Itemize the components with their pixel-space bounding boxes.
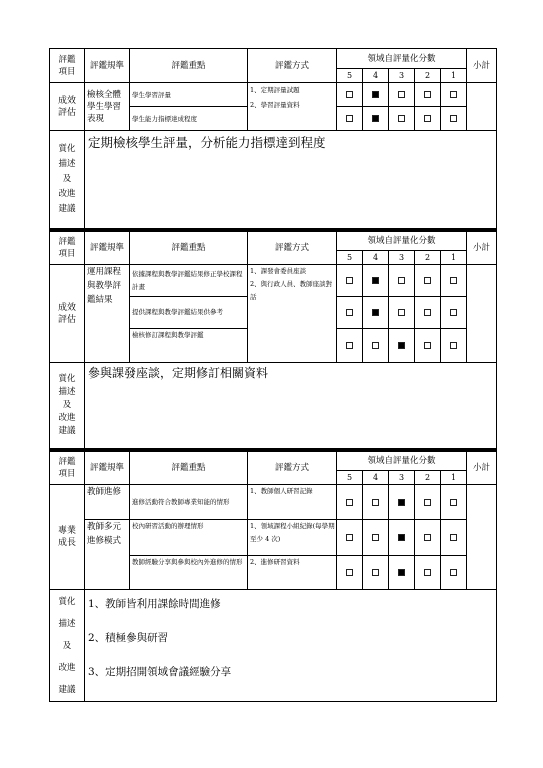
description-line-3: 3、定期招開領域會議經驗分享 <box>88 666 232 678</box>
checkbox-s1r2-3[interactable] <box>389 107 415 131</box>
header-score-title: 領域自評量化分數 <box>337 451 467 471</box>
checkbox-s3r3-1[interactable] <box>441 556 467 590</box>
checkbox-icon <box>398 309 405 316</box>
section-1-rule: 檢核全體 學生學習 表現 <box>85 83 130 131</box>
checkbox-icon <box>346 115 353 122</box>
section-3-method-2: 1、領域課程小組紀錄(每學期至少 4 次) <box>248 520 337 556</box>
score-2: 2 <box>415 69 441 83</box>
checkbox-icon <box>346 309 353 316</box>
score-1: 1 <box>441 69 467 83</box>
checkbox-icon <box>450 309 457 316</box>
checkbox-s3r3-5[interactable] <box>337 556 363 590</box>
checkbox-icon <box>372 342 379 349</box>
section-3-item: 專業 成長 <box>50 485 85 590</box>
header-rule: 評鑑規準 <box>85 231 130 265</box>
section-3-description <box>85 590 497 702</box>
checkbox-icon <box>398 91 405 98</box>
section-3-method-3: 2、進修研習資料 <box>248 556 337 590</box>
checkbox-s2r1-2[interactable] <box>415 265 441 297</box>
checkbox-s3r1-3[interactable] <box>389 485 415 520</box>
section-2-focus-3: 檢核修訂課程與教學評鑑 <box>130 329 248 363</box>
header-item: 評鑑 項目 <box>50 231 85 265</box>
section-1-item: 成效 評估 <box>50 83 85 131</box>
score-3: 3 <box>389 251 415 265</box>
checkbox-icon <box>346 499 353 506</box>
header-item: 評鑑 項目 <box>50 49 85 83</box>
checkbox-s2r3-5[interactable] <box>337 329 363 363</box>
checkbox-checked-icon <box>398 499 405 506</box>
header-item: 評鑑 項目 <box>50 451 85 485</box>
checkbox-s3r2-4[interactable] <box>363 520 389 556</box>
score-3: 3 <box>389 69 415 83</box>
checkbox-checked-icon <box>372 277 379 284</box>
section-3-focus-2: 校內研習活動的辦理情形 <box>130 520 248 556</box>
section-1-qual-label: 質化 描述 及 改進 建議 <box>50 131 85 229</box>
section-3-method-1: 1、教師個人研習記錄 <box>248 485 337 520</box>
checkbox-icon <box>346 277 353 284</box>
header-rule: 評鑑規準 <box>85 451 130 485</box>
checkbox-icon <box>424 277 431 284</box>
checkbox-s1r2-1[interactable] <box>441 107 467 131</box>
section-2-description: 參與課發座談，定期修訂相關資料 <box>85 363 497 449</box>
checkbox-checked-icon <box>398 569 405 576</box>
checkbox-s3r2-2[interactable] <box>415 520 441 556</box>
checkbox-checked-icon <box>372 115 379 122</box>
checkbox-s3r2-1[interactable] <box>441 520 467 556</box>
checkbox-s1r2-2[interactable] <box>415 107 441 131</box>
score-5: 5 <box>337 251 363 265</box>
section-1-focus-1: 學生學習評量 <box>130 83 248 107</box>
header-method: 評鑑方式 <box>248 49 337 83</box>
section-3-table <box>49 449 497 702</box>
score-1: 1 <box>441 471 467 485</box>
checkbox-icon <box>424 91 431 98</box>
checkbox-s1r1-4[interactable] <box>363 83 389 107</box>
checkbox-icon <box>450 115 457 122</box>
checkbox-icon <box>424 569 431 576</box>
header-score-title: 領域自評量化分數 <box>337 49 467 69</box>
checkbox-s1r2-5[interactable] <box>337 107 363 131</box>
header-focus: 評鑑重點 <box>130 451 248 485</box>
header-rule: 評鑑規準 <box>85 49 130 83</box>
checkbox-s2r1-3[interactable] <box>389 265 415 297</box>
section-1-description: 定期檢核學生評量，分析能力指標達到程度 <box>85 131 497 229</box>
header-score-title: 領域自評量化分數 <box>337 231 467 251</box>
checkbox-icon <box>450 534 457 541</box>
checkbox-checked-icon <box>398 342 405 349</box>
header-method: 評鑑方式 <box>248 231 337 265</box>
checkbox-icon <box>346 342 353 349</box>
checkbox-s3r1-4[interactable] <box>363 485 389 520</box>
checkbox-s1r1-2[interactable] <box>415 83 441 107</box>
checkbox-icon <box>398 115 405 122</box>
section-2-focus-1: 依據課程與教學評鑑結果修正學校課程計畫 <box>130 265 248 297</box>
checkbox-s1r1-1[interactable] <box>441 83 467 107</box>
description-line-1: 1、教師皆利用課餘時間進修 <box>88 598 221 610</box>
checkbox-s2r2-5[interactable] <box>337 297 363 329</box>
checkbox-checked-icon <box>372 309 379 316</box>
score-4: 4 <box>363 471 389 485</box>
section-2-subtotal <box>467 265 497 363</box>
checkbox-s2r2-4[interactable] <box>363 297 389 329</box>
section-3-subtotal <box>467 485 497 590</box>
section-3-rule-1: 教師進修 <box>85 485 130 520</box>
checkbox-icon <box>424 534 431 541</box>
checkbox-s2r3-1[interactable] <box>441 329 467 363</box>
checkbox-s3r3-3[interactable] <box>389 556 415 590</box>
checkbox-icon <box>450 499 457 506</box>
score-2: 2 <box>415 471 441 485</box>
header-focus: 評鑑重點 <box>130 231 248 265</box>
checkbox-s2r2-1[interactable] <box>441 297 467 329</box>
checkbox-icon <box>424 499 431 506</box>
checkbox-checked-icon <box>372 91 379 98</box>
checkbox-s2r3-4[interactable] <box>363 329 389 363</box>
checkbox-icon <box>346 91 353 98</box>
checkbox-icon <box>450 277 457 284</box>
checkbox-icon <box>450 342 457 349</box>
header-subtotal: 小計 <box>467 49 497 83</box>
section-2-method: 1、課發會委員座談 2、與行政人員、教師座談對話 <box>248 265 337 363</box>
checkbox-s3r1-2[interactable] <box>415 485 441 520</box>
checkbox-checked-icon <box>398 534 405 541</box>
checkbox-icon <box>398 277 405 284</box>
section-3-qual-label: 質化 描述 及 改進 建議 <box>50 590 85 702</box>
score-1: 1 <box>441 251 467 265</box>
description-line-2: 2、積極參與研習 <box>88 632 169 644</box>
checkbox-s2r3-3[interactable] <box>389 329 415 363</box>
header-subtotal: 小計 <box>467 231 497 265</box>
header-method: 評鑑方式 <box>248 451 337 485</box>
section-2-rule: 運用課程 與教學評 鑑結果 <box>85 265 130 363</box>
section-2-qual-label: 質化 描述 及 改進 建議 <box>50 363 85 449</box>
checkbox-icon <box>424 115 431 122</box>
checkbox-s3r2-5[interactable] <box>337 520 363 556</box>
score-2: 2 <box>415 251 441 265</box>
section-3-focus-3: 教師經驗分享與參與校內外進修的情形 <box>130 556 248 590</box>
section-2-item: 成效 評估 <box>50 265 85 363</box>
checkbox-s2r2-3[interactable] <box>389 297 415 329</box>
checkbox-icon <box>372 499 379 506</box>
checkbox-icon <box>424 309 431 316</box>
checkbox-s2r2-2[interactable] <box>415 297 441 329</box>
section-3-focus-1: 進修活動符合教師專業知能的情形 <box>130 485 248 520</box>
checkbox-s1r1-3[interactable] <box>389 83 415 107</box>
checkbox-s1r2-4[interactable] <box>363 107 389 131</box>
section-1-table <box>49 48 497 229</box>
checkbox-s2r1-5[interactable] <box>337 265 363 297</box>
header-focus: 評鑑重點 <box>130 49 248 83</box>
checkbox-s1r1-5[interactable] <box>337 83 363 107</box>
checkbox-icon <box>424 342 431 349</box>
section-1-focus-2: 學生能力指標達成程度 <box>130 107 248 131</box>
score-4: 4 <box>363 251 389 265</box>
score-4: 4 <box>363 69 389 83</box>
checkbox-icon <box>372 534 379 541</box>
checkbox-icon <box>372 569 379 576</box>
evaluation-form <box>49 48 496 702</box>
checkbox-s3r2-3[interactable] <box>389 520 415 556</box>
checkbox-s3r3-4[interactable] <box>363 556 389 590</box>
section-3-rule-2: 教師多元 進修模式 <box>85 520 130 590</box>
checkbox-icon <box>346 534 353 541</box>
checkbox-icon <box>450 91 457 98</box>
checkbox-s3r1-1[interactable] <box>441 485 467 520</box>
checkbox-s2r1-4[interactable] <box>363 265 389 297</box>
section-1-method: 1、定期評量試題 2、學習評量資料 <box>248 83 337 131</box>
section-2-focus-2: 提供課程與教學評鑑結果供參考 <box>130 297 248 329</box>
checkbox-icon <box>346 569 353 576</box>
checkbox-icon <box>450 569 457 576</box>
checkbox-s3r3-2[interactable] <box>415 556 441 590</box>
checkbox-s2r3-2[interactable] <box>415 329 441 363</box>
score-5: 5 <box>337 471 363 485</box>
header-subtotal: 小計 <box>467 451 497 485</box>
checkbox-s3r1-5[interactable] <box>337 485 363 520</box>
checkbox-s2r1-1[interactable] <box>441 265 467 297</box>
score-3: 3 <box>389 471 415 485</box>
section-2-table <box>49 229 497 449</box>
score-5: 5 <box>337 69 363 83</box>
section-1-subtotal <box>467 83 497 131</box>
